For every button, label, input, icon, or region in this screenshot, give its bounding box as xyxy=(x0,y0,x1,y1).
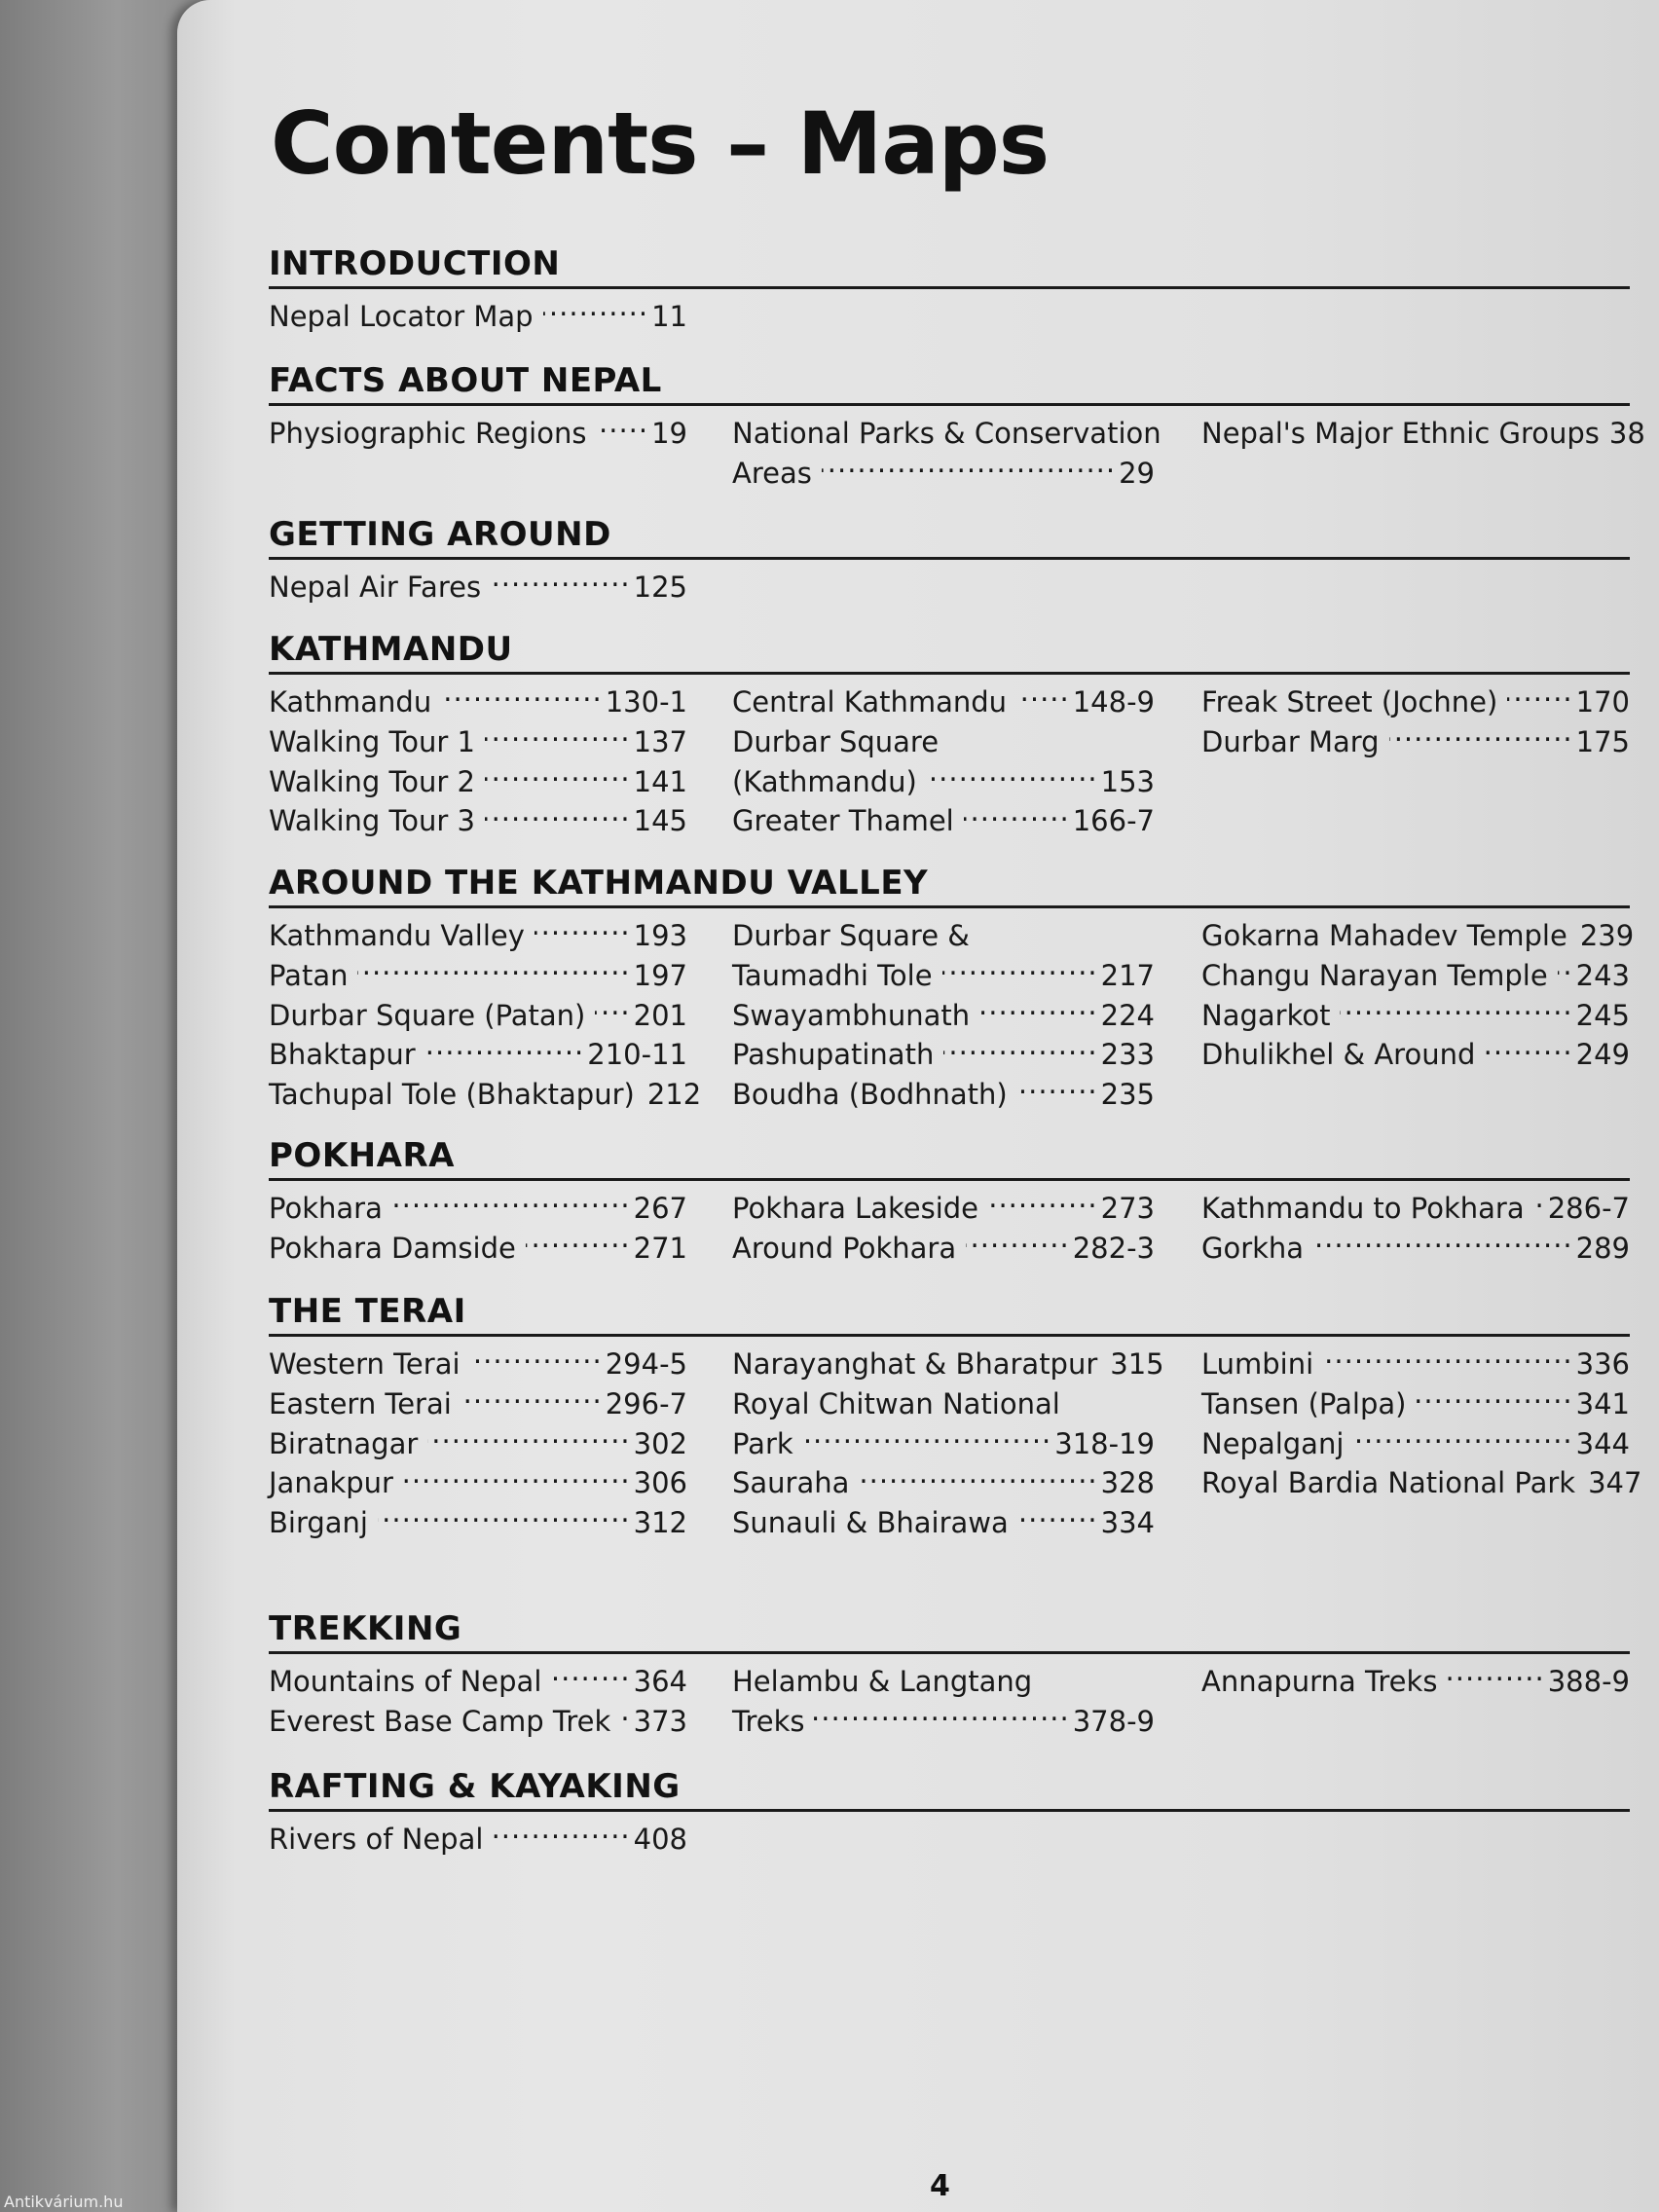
page-reference: 273 xyxy=(1100,1192,1155,1225)
section-columns xyxy=(269,908,1635,1112)
map-name: Around Pokhara xyxy=(732,1231,957,1265)
map-name: Central Kathmandu xyxy=(732,685,1008,719)
map-name: Mountains of Nepal xyxy=(269,1665,542,1698)
map-name: Pokhara xyxy=(269,1192,383,1225)
map-name: Durbar Square & xyxy=(732,919,970,952)
page-reference: 217 xyxy=(1100,958,1155,992)
column-3 xyxy=(1201,1189,1630,1269)
dot-leader xyxy=(596,414,648,443)
page-reference: 193 xyxy=(633,919,687,952)
page-number: 4 xyxy=(930,2169,950,2203)
map-name: Durbar Square (Patan) xyxy=(269,998,586,1032)
column-1 xyxy=(269,916,702,1115)
page-reference: 286-7 xyxy=(1547,1192,1630,1225)
map-entry xyxy=(1201,1424,1630,1464)
page-reference: 388-9 xyxy=(1547,1665,1630,1698)
map-entry xyxy=(732,682,1155,722)
map-entry xyxy=(269,1189,687,1229)
map-entry xyxy=(269,1035,687,1075)
section-columns xyxy=(269,675,1630,840)
page-reference: 328 xyxy=(1100,1466,1155,1500)
map-entry-continuation xyxy=(732,454,1155,494)
dot-leader xyxy=(942,956,1098,985)
page-reference: 341 xyxy=(1575,1386,1630,1420)
map-entry xyxy=(1201,1463,1642,1503)
map-name: Bhaktapur xyxy=(269,1038,416,1072)
map-entry xyxy=(732,1189,1155,1229)
map-name: Biratnagar xyxy=(269,1426,419,1460)
map-entry xyxy=(732,1503,1155,1543)
page-reference: 296-7 xyxy=(605,1386,687,1420)
dot-leader xyxy=(427,1424,630,1454)
dot-leader xyxy=(822,454,1116,483)
column-1 xyxy=(269,1820,687,1860)
map-name: Birganj xyxy=(269,1506,368,1540)
column-3 xyxy=(1201,1345,1642,1503)
page-reference: 243 xyxy=(1575,958,1630,992)
dot-leader xyxy=(988,1189,1098,1218)
map-entry xyxy=(1201,682,1630,722)
column-1 xyxy=(269,682,687,841)
dot-leader xyxy=(491,568,631,597)
section-heading: AROUND THE KATHMANDU VALLEY xyxy=(269,863,1630,908)
page-reference: 137 xyxy=(633,724,687,758)
map-entry xyxy=(269,1662,687,1702)
map-entry xyxy=(269,414,687,454)
map-entry xyxy=(269,1345,687,1384)
page-reference: 249 xyxy=(1575,1038,1630,1072)
map-name: Kathmandu to Pokhara xyxy=(1201,1192,1525,1225)
map-name: Treks xyxy=(732,1704,805,1738)
map-entry xyxy=(269,762,687,802)
page-reference: 125 xyxy=(633,571,687,604)
dot-leader xyxy=(551,1662,630,1691)
page-reference: 153 xyxy=(1100,764,1155,798)
map-entry-continuation xyxy=(732,1702,1155,1742)
map-name: Royal Bardia National Park xyxy=(1201,1466,1576,1500)
dot-leader xyxy=(1447,1662,1544,1691)
map-name: Patan xyxy=(269,958,349,992)
dot-leader xyxy=(1534,1189,1545,1218)
page-reference: 145 xyxy=(633,804,687,838)
map-name: Walking Tour 1 xyxy=(269,724,476,758)
dot-leader xyxy=(943,1035,1097,1064)
map-entry xyxy=(1201,956,1630,996)
map-entry xyxy=(1201,1345,1630,1384)
dot-leader xyxy=(1340,996,1572,1025)
page-reference: 378-9 xyxy=(1072,1704,1155,1738)
page-reference: 347 xyxy=(1588,1466,1642,1500)
page-reference: 141 xyxy=(633,764,687,798)
dot-leader xyxy=(1016,682,1070,712)
map-name: Nepal Air Fares xyxy=(269,571,482,604)
map-name: Nagarkot xyxy=(1201,998,1331,1032)
dot-leader xyxy=(425,1035,585,1064)
map-entry-continuation xyxy=(732,762,1155,802)
page-reference: 38 xyxy=(1608,417,1645,450)
page-reference: 344 xyxy=(1575,1426,1630,1460)
map-entry xyxy=(732,1662,1155,1742)
dot-leader xyxy=(392,1189,631,1218)
map-entry xyxy=(732,916,1155,996)
map-name: Dhulikhel & Around xyxy=(1201,1038,1476,1072)
map-name: Lumbini xyxy=(1201,1347,1314,1381)
page-title: Contents – Maps xyxy=(271,93,1050,194)
column-2 xyxy=(732,682,1155,841)
page-reference: 312 xyxy=(633,1506,687,1540)
map-entry xyxy=(732,1384,1155,1464)
page-reference: 306 xyxy=(633,1466,687,1500)
map-entry xyxy=(269,996,687,1036)
section-heading: POKHARA xyxy=(269,1135,1630,1181)
dot-leader xyxy=(1018,1503,1098,1532)
map-name: Gokarna Mahadev Temple xyxy=(1201,919,1567,952)
map-name: Durbar Marg xyxy=(1201,724,1380,758)
map-name: Nepal's Major Ethnic Groups xyxy=(1201,417,1600,450)
map-entry xyxy=(1201,414,1645,454)
page-reference: 201 xyxy=(633,998,687,1032)
map-entry xyxy=(1201,722,1630,762)
map-entry xyxy=(732,996,1155,1036)
map-name: Nepal Locator Map xyxy=(269,300,534,333)
dot-leader xyxy=(441,682,603,712)
page-reference: 267 xyxy=(633,1192,687,1225)
column-1 xyxy=(269,1189,687,1269)
dot-leader xyxy=(966,1229,1070,1258)
map-name: Rivers of Nepal xyxy=(269,1823,484,1856)
map-entry xyxy=(732,1463,1155,1503)
dot-leader xyxy=(1507,682,1572,712)
map-name: Walking Tour 3 xyxy=(269,804,476,838)
map-entry xyxy=(269,1463,687,1503)
map-entry xyxy=(1201,1035,1630,1075)
page-reference: 233 xyxy=(1100,1038,1155,1072)
dot-leader xyxy=(485,722,631,752)
map-entry xyxy=(1201,1189,1630,1229)
map-name: Everest Base Camp Trek xyxy=(269,1704,611,1738)
dot-leader xyxy=(814,1702,1069,1731)
map-entry xyxy=(732,801,1155,841)
map-name: Janakpur xyxy=(269,1466,393,1500)
map-name: Sauraha xyxy=(732,1466,850,1500)
map-name: Royal Chitwan National xyxy=(732,1386,1060,1420)
map-name: Eastern Terai xyxy=(269,1386,452,1420)
map-entry xyxy=(1201,1384,1630,1424)
dot-leader xyxy=(535,916,631,945)
column-2 xyxy=(732,1662,1155,1742)
dot-leader xyxy=(927,762,1098,792)
page-reference: 212 xyxy=(646,1078,702,1112)
map-entry xyxy=(269,682,687,722)
page-reference: 336 xyxy=(1575,1347,1630,1381)
page-reference: 289 xyxy=(1575,1231,1630,1265)
dot-leader xyxy=(1558,956,1573,985)
dot-leader xyxy=(485,762,631,792)
dot-leader xyxy=(378,1503,631,1532)
section-heading: KATHMANDU xyxy=(269,629,1630,675)
map-name: Pokhara Damside xyxy=(269,1231,516,1265)
section-the-terai xyxy=(269,1291,1642,1540)
page-reference: 315 xyxy=(1110,1347,1164,1381)
dot-leader xyxy=(1416,1384,1572,1414)
column-2 xyxy=(732,916,1155,1115)
page-reference: 318-19 xyxy=(1054,1426,1155,1460)
page-reference: 373 xyxy=(633,1704,687,1738)
map-name: Pokhara Lakeside xyxy=(732,1192,978,1225)
dot-leader xyxy=(620,1702,630,1731)
map-name: Areas xyxy=(732,456,812,490)
dot-leader xyxy=(493,1820,630,1849)
dot-leader xyxy=(1353,1424,1572,1454)
page-reference: 282-3 xyxy=(1072,1231,1155,1265)
page-reference: 364 xyxy=(633,1665,687,1698)
map-entry xyxy=(732,414,1161,494)
section-heading: FACTS ABOUT NEPAL xyxy=(269,360,1630,406)
map-name: Annapurna Treks xyxy=(1201,1665,1438,1698)
map-entry xyxy=(269,1820,687,1860)
map-name: Taumadhi Tole xyxy=(732,958,933,992)
map-name: Helambu & Langtang xyxy=(732,1665,1033,1698)
dot-leader xyxy=(979,996,1097,1025)
page-reference: 130-1 xyxy=(605,685,687,719)
map-entry xyxy=(1201,1662,1630,1702)
map-name: Physiographic Regions xyxy=(269,417,587,450)
dot-leader xyxy=(964,801,1070,830)
map-entry xyxy=(269,1503,687,1543)
dot-leader xyxy=(470,1345,603,1374)
dot-leader xyxy=(543,297,649,326)
map-name: Pashupatinath xyxy=(732,1038,935,1072)
page-reference: 166-7 xyxy=(1072,804,1155,838)
dot-leader xyxy=(1323,1345,1572,1374)
map-entry xyxy=(269,1075,702,1115)
section-heading: RAFTING & KAYAKING xyxy=(269,1766,1630,1812)
map-entry xyxy=(1201,916,1635,956)
page-reference: 148-9 xyxy=(1072,685,1155,719)
map-name: Tansen (Palpa) xyxy=(1201,1386,1407,1420)
section-rafting-kayaking xyxy=(269,1766,1630,1977)
page-reference: 302 xyxy=(633,1426,687,1460)
dot-leader xyxy=(403,1463,631,1493)
section-columns xyxy=(269,1812,1630,1977)
map-name: Durbar Square xyxy=(732,724,940,758)
page-reference: 239 xyxy=(1579,919,1635,952)
page-reference: 294-5 xyxy=(605,1347,687,1381)
dot-leader xyxy=(803,1424,1052,1454)
section-heading: TREKKING xyxy=(269,1608,1630,1654)
watermark-text: Antikvárium.hu xyxy=(4,2193,124,2211)
section-heading: GETTING AROUND xyxy=(269,514,1630,560)
map-name: Walking Tour 2 xyxy=(269,764,476,798)
column-1 xyxy=(269,1345,687,1543)
map-entry xyxy=(269,916,687,956)
column-3 xyxy=(1201,916,1635,1075)
map-name: National Parks & Conservation xyxy=(732,417,1161,450)
column-3 xyxy=(1201,682,1630,762)
map-name: Freak Street (Jochne) xyxy=(1201,685,1498,719)
map-entry xyxy=(732,1035,1155,1075)
map-name: Sunauli & Bhairawa xyxy=(732,1506,1009,1540)
map-name: Nepalganj xyxy=(1201,1426,1345,1460)
map-name: Western Terai xyxy=(269,1347,461,1381)
map-entry xyxy=(269,568,687,608)
column-2 xyxy=(732,1345,1164,1543)
section-columns xyxy=(269,1337,1642,1540)
map-entry xyxy=(1201,1229,1630,1269)
map-name: (Kathmandu) xyxy=(732,764,917,798)
section-kathmandu xyxy=(269,629,1630,840)
map-entry xyxy=(269,956,687,996)
dot-leader xyxy=(357,956,630,985)
map-entry xyxy=(269,297,687,337)
map-entry xyxy=(732,1345,1164,1384)
map-name: Park xyxy=(732,1426,793,1460)
page-reference: 175 xyxy=(1575,724,1630,758)
map-entry xyxy=(269,722,687,762)
map-name: Kathmandu xyxy=(269,685,432,719)
page-reference: 170 xyxy=(1575,685,1630,719)
page-reference: 197 xyxy=(633,958,687,992)
page-reference: 334 xyxy=(1100,1506,1155,1540)
column-2 xyxy=(732,414,1161,494)
page-reference: 11 xyxy=(651,300,687,333)
section-around-the-kathmandu-valley xyxy=(269,863,1635,1112)
map-name: Kathmandu Valley xyxy=(269,919,525,952)
page-reference: 224 xyxy=(1100,998,1155,1032)
dot-leader xyxy=(1017,1075,1098,1104)
page-reference: 271 xyxy=(633,1231,687,1265)
map-name: Greater Thamel xyxy=(732,804,954,838)
column-1 xyxy=(269,414,687,454)
map-name: Narayanghat & Bharatpur xyxy=(732,1347,1098,1381)
page-reference: 210-11 xyxy=(587,1038,687,1072)
column-1 xyxy=(269,1662,687,1742)
dot-leader xyxy=(1485,1035,1572,1064)
dot-leader xyxy=(595,996,630,1025)
dot-leader xyxy=(859,1463,1097,1493)
section-heading: INTRODUCTION xyxy=(269,243,1630,289)
map-entry xyxy=(269,1384,687,1424)
dot-leader xyxy=(461,1384,603,1414)
map-entry-continuation xyxy=(732,1424,1155,1464)
map-entry xyxy=(732,1075,1155,1115)
map-name: Changu Narayan Temple xyxy=(1201,958,1548,992)
column-1 xyxy=(269,568,687,608)
map-name: Boudha (Bodhnath) xyxy=(732,1078,1008,1112)
map-name: Gorkha xyxy=(1201,1231,1305,1265)
dot-leader xyxy=(485,801,631,830)
column-3 xyxy=(1201,414,1645,454)
map-entry xyxy=(732,722,1155,802)
map-entry xyxy=(269,1229,687,1269)
page-reference: 245 xyxy=(1575,998,1630,1032)
map-name: Swayambhunath xyxy=(732,998,971,1032)
map-entry xyxy=(1201,996,1630,1036)
dot-leader xyxy=(1389,722,1573,752)
dot-leader xyxy=(1313,1229,1573,1258)
column-1 xyxy=(269,297,687,337)
map-entry-continuation xyxy=(732,956,1155,996)
map-entry xyxy=(269,801,687,841)
column-3 xyxy=(1201,1662,1630,1702)
dot-leader xyxy=(526,1229,631,1258)
map-entry xyxy=(269,1702,687,1742)
page-reference: 19 xyxy=(651,417,687,450)
page-reference: 408 xyxy=(633,1823,687,1856)
map-entry xyxy=(269,1424,687,1464)
column-2 xyxy=(732,1189,1155,1269)
map-entry xyxy=(732,1229,1155,1269)
section-heading: THE TERAI xyxy=(269,1291,1630,1337)
book-page xyxy=(177,0,1659,2212)
page-reference: 235 xyxy=(1100,1078,1155,1112)
page-reference: 29 xyxy=(1119,456,1155,490)
map-name: Tachupal Tole (Bhaktapur) xyxy=(269,1078,635,1112)
